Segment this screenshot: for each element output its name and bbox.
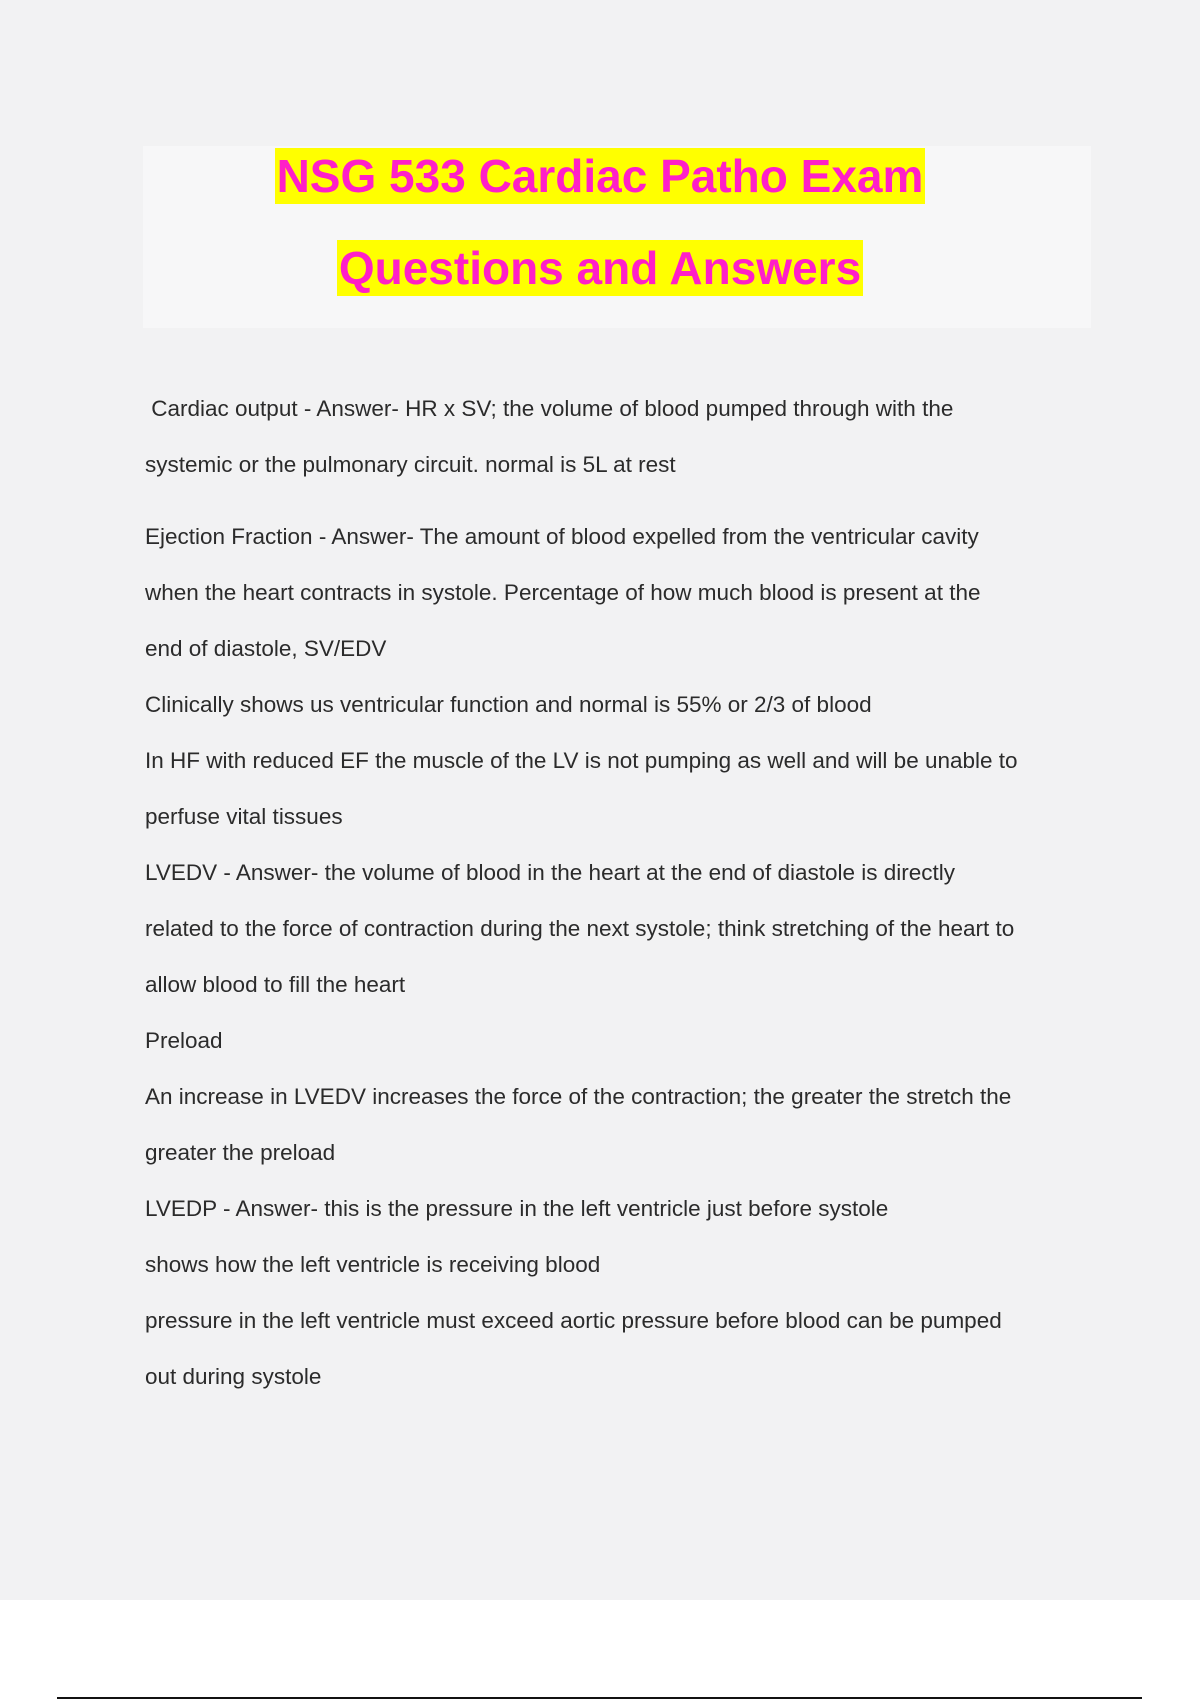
title-line-2-wrap bbox=[0, 240, 1200, 296]
body-line: Clinically shows us ventricular function and normal is 55% or 2/3 of blood bbox=[145, 692, 872, 717]
page-bottom-rule bbox=[57, 1697, 1142, 1699]
document-title-line-1: NSG 533 Cardiac Patho Exam bbox=[276, 150, 924, 202]
body-line: related to the force of contraction during the next systole; think stretching of the heart to bbox=[145, 916, 1015, 941]
body-line: allow blood to fill the heart bbox=[145, 972, 406, 997]
body-line: Preload bbox=[145, 1028, 223, 1053]
document-title-line-2: Questions and Answers bbox=[338, 242, 862, 294]
body-line: LVEDV - Answer- the volume of blood in the heart at the end of diastole is directly bbox=[145, 860, 956, 885]
body-line: An increase in LVEDV increases the force of the contraction; the greater the stretch the bbox=[145, 1084, 1012, 1109]
body-line: when the heart contracts in systole. Percentage of how much blood is present at the bbox=[145, 580, 981, 605]
body-line: greater the preload bbox=[145, 1140, 336, 1165]
body-line: Ejection Fraction - Answer- The amount of blood expelled from the ventricular cavity bbox=[145, 524, 979, 549]
body-line: In HF with reduced EF the muscle of the LV is not pumping as well and will be unable to bbox=[145, 748, 1018, 773]
body-line: end of diastole, SV/EDV bbox=[145, 636, 387, 661]
body-line: perfuse vital tissues bbox=[145, 804, 343, 829]
body-line: shows how the left ventricle is receiving blood bbox=[145, 1252, 601, 1277]
document-body bbox=[145, 390, 1095, 1414]
body-line: Cardiac output - Answer- HR x SV; the volume of blood pumped through with the bbox=[145, 396, 954, 421]
body-line: LVEDP - Answer- this is the pressure in the left ventricle just before systole bbox=[145, 1196, 889, 1221]
body-line: out during systole bbox=[145, 1364, 322, 1389]
title-line-1-wrap bbox=[0, 148, 1200, 204]
body-line: pressure in the left ventricle must exceed aortic pressure before blood can be pumped bbox=[145, 1308, 1002, 1333]
body-line: systemic or the pulmonary circuit. normal is 5L at rest bbox=[145, 452, 676, 477]
